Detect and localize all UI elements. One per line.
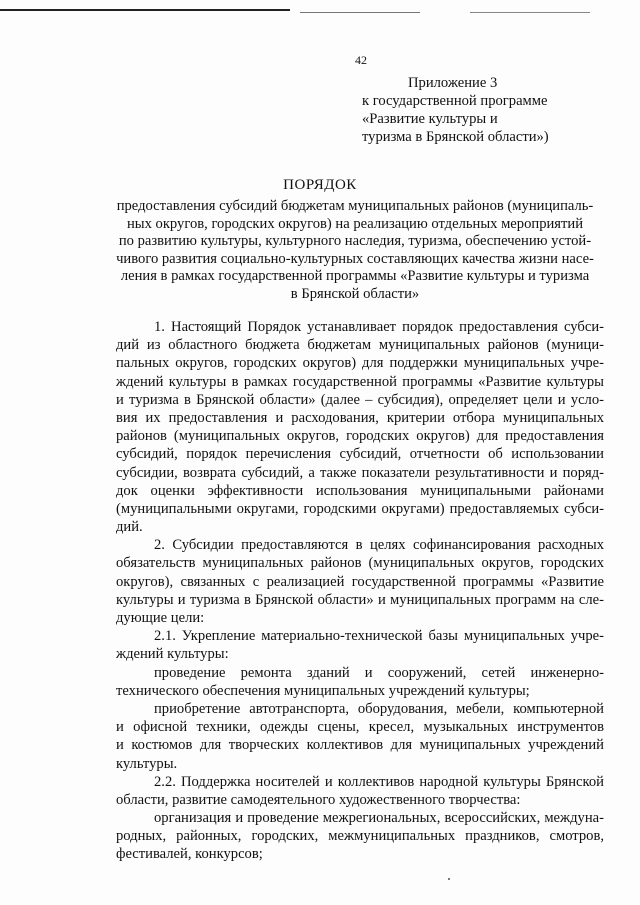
body-line: дий из областного бюджета бюджетам муниципальных районов (муници- — [116, 337, 604, 354]
page-number: 42 — [355, 53, 367, 67]
body-line: 2.1. Укрепление материально-технической базы муниципальных учре- — [154, 628, 604, 645]
subtitle-line: в Брянской области» — [290, 285, 420, 302]
body-line: дующие цели: — [116, 610, 205, 626]
body-line: родных, районных, городских, межмуниципальных праздников, смотров, — [116, 828, 604, 845]
scan-line — [0, 9, 290, 11]
appendix-line: «Развитие культуры и — [362, 111, 498, 127]
body-line: приобретение автотранспорта, оборудования, мебели, компьютерной — [154, 700, 604, 717]
appendix-line: туризма в Брянской области») — [362, 129, 549, 145]
body-line: области, развитие самодеятельного художественного творчества: — [116, 791, 521, 808]
document-subtitle — [110, 198, 600, 303]
body-line: районов (муниципальных округов, городских округов) для предоставления — [116, 428, 604, 445]
subtitle-line: ных округов, городских округов) на реализацию отдельных мероприятий — [126, 215, 584, 232]
body-line: 2. Субсидии предоставляются в целях софинансирования расходных — [154, 537, 604, 554]
body-line: технического обеспечения муниципальных учреждений культуры; — [116, 682, 530, 699]
scan-line — [300, 12, 420, 13]
body-line: субсидий, порядок перечисления субсидий, отчетности об использовании — [116, 446, 604, 463]
subtitle-line: чивого развития социально-культурных составляющих качества жизни насе- — [116, 250, 594, 267]
body-line: 1. Настоящий Порядок устанавливает порядок предоставления субси- — [154, 319, 604, 335]
body-line: организация и проведение межрегиональных, всероссийских, междуна- — [154, 810, 604, 827]
body-line: пальных округов, городских округов) для поддержки муниципальных учре- — [116, 355, 604, 372]
body-line: округов), связанных с реализацией государственной программы «Развитие — [116, 573, 604, 590]
body-line: и туризма в Брянской области» (далее – субсидия), определяет цели и усло- — [116, 391, 604, 408]
body-line: док оценки эффективности использования муниципальными районами — [116, 482, 604, 499]
scan-speck — [448, 878, 450, 880]
appendix-title: Приложение 3 — [408, 75, 498, 91]
body-line: культуры. — [116, 755, 178, 772]
document-heading: ПОРЯДОК — [283, 177, 357, 193]
body-line: 2.2. Поддержка носителей и коллективов народной культуры Брянской — [154, 773, 604, 790]
subtitle-line: ления в рамках государственной программы «Развитие культуры и туризма — [120, 268, 590, 284]
document-body — [116, 318, 604, 864]
body-line: культуры и туризма в Брянской области» и муниципальных программ на сле- — [116, 591, 604, 608]
body-line: вия их предоставления и расходования, критерии отбора муниципальных — [116, 409, 604, 426]
scan-line — [470, 12, 590, 13]
appendix-block — [362, 74, 632, 146]
scan-artifact-top — [0, 6, 640, 20]
body-line: субсидии, возврата субсидий, а также показатели результативности и поряд- — [116, 464, 604, 481]
body-line: и офисной техники, одежды сцены, кресел, музыкальных инструментов — [116, 719, 604, 736]
body-line: фестивалей, конкурсов; — [116, 846, 263, 863]
appendix-line: к государственной программе — [362, 93, 548, 109]
subtitle-line: предоставления субсидий бюджетам муниципальных районов (муниципаль- — [116, 198, 594, 214]
subtitle-line: по развитию культуры, культурного наследия, туризма, обеспечению устой- — [118, 233, 592, 249]
body-line: ждений культуры в рамках государственной программы «Развитие культуры — [116, 373, 604, 390]
body-line: и костюмов для творческих коллективов для муниципальных учреждений — [116, 737, 604, 754]
body-line: проведение ремонта зданий и сооружений, сетей инженерно- — [154, 664, 604, 681]
body-line: (муниципальными округами, городскими округами) предоставляемых субси- — [116, 500, 604, 517]
body-line: обязательств муниципальных районов (муниципальных округов, городских — [116, 555, 604, 572]
body-line: ждений культуры: — [116, 646, 229, 663]
body-line: дий. — [116, 519, 143, 536]
